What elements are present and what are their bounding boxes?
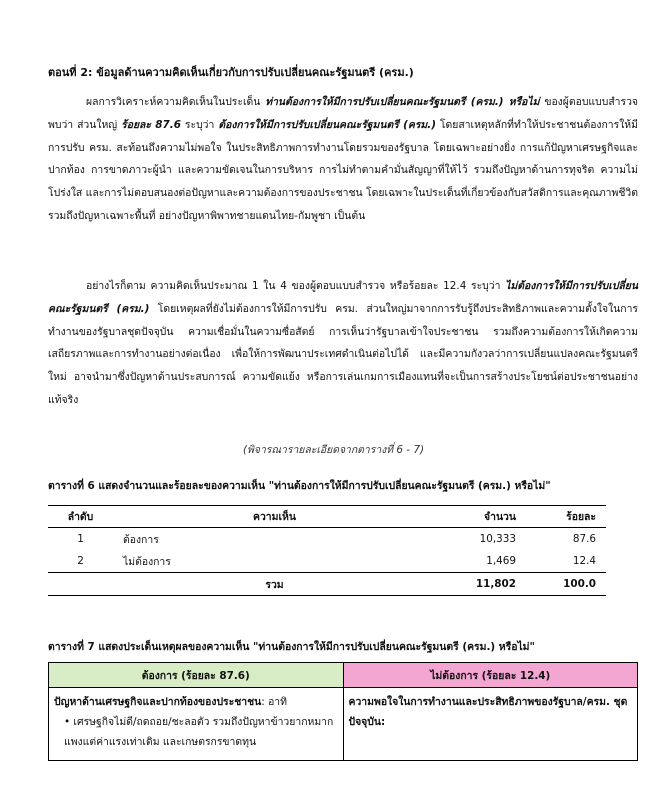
table6 <box>48 505 606 596</box>
reference-note: (พิจารณารายละเอียดจากตารางที่ 6 - 7) <box>242 444 425 456</box>
result-emphasis: ต้องการให้มีการปรับเปลี่ยนคณะรัฐมนตรี (ครม.) <box>218 118 436 131</box>
question-emphasis: ท่านต้องการให้มีการปรับเปลี่ยนคณะรัฐมนตรี (ครม.) หรือไม่ <box>265 96 540 108</box>
table-header-row <box>48 506 606 528</box>
col-not-want: ไม่ต้องการ (ร้อยละ 12.4) <box>343 663 638 688</box>
table-row: 2 ไม่ต้องการ 1,469 12.4 <box>77 555 596 568</box>
table-header-row <box>49 663 638 688</box>
col-want: ต้องการ (ร้อยละ 87.6) <box>49 663 344 688</box>
col-order: ลำดับ <box>48 506 113 528</box>
paragraph-want-change: ผลการวิเคราะห์ความคิดเห็นในประเด็น ท่านต้องการให้มีการปรับเปลี่ยนคณะรัฐมนตรี (ครม.) หรือไม่ ของผู้ตอบแบบสำรวจ พบว่า ส่วนใหญ่ ร้อยละ 87.6 ระบุว่า ต้องการให้มีการปรับเปลี่ยนคณะรัฐมนตรี (ครม.) โดยสาเหตุหลักที่ทำให้ประชาชนต้องการให้มีการปรับ ครม. สะท้อนถึงความไม่พอใจ ในประสิทธิภาพการทำงานโดยรวมของรัฐบาล โดยเฉพาะอย่างยิ่ง การแก้ปัญหาเศรษฐกิจและปากท้อง การขาดภาวะผู้นำ และความขัดเจนในการบริหาร การไม่ทำตามคำมั่นสัญญาที่ให้ไว้ รวมถึงปัญหาด้านการทุจริต ความไม่โปร่งใส และการไม่ตอบสนองต่อปัญหาและความต้องการของประชาชน โดยเฉพาะในประเด็นที่เกี่ยวข้องกับสวัสดิการและคุณภาพชีวิต รวมถึงปัญหาเฉพาะพื้นที่ อย่างปัญหาพิพาทชายแดนไทย-กัมพูชา เป็นต้น <box>48 96 638 222</box>
table-total-row: รวม 11,802 100.0 <box>48 573 606 596</box>
table6-caption: ตารางที่ 6 แสดงจำนวนและร้อยละของความเห็น "ท่านต้องการให้มีการปรับเปลี่ยนคณะรัฐมนตรี (ครม.) หรือไม่" <box>48 480 551 492</box>
paragraph-no-change: อย่างไรก็ตาม ความคิดเห็นประมาณ 1 ใน 4 ของผู้ตอบแบบสำรวจ หรือร้อยละ 12.4 ระบุว่า ไม่ต้องการให้มีการปรับเปลี่ยนคณะรัฐมนตรี (ครม.) โดยเหตุผลที่ยังไม่ต้องการให้มีการปรับ ครม. ส่วนใหญ่มาจากการรับรู้ถึงประสิทธิภาพและความตั้งใจในการทำงานของรัฐบาลชุดปัจจุบัน ความเชื่อมั่นในความซื่อสัตย์ การเห็นว่ารัฐบาลเข้าใจประชาชน รวมถึงความต้องการให้เกิดความเสถียรภาพและการทำงานอย่างต่อเนื่อง เพื่อให้การพัฒนาประเทศดำเนินต่อไปได้ และมีความกังวลว่าการเปลี่ยนแปลงคณะรัฐมนตรีใหม่ อาจนำมาซึ่งปัญหาด้านประสบการณ์ ความขัดแย้ง หรือการเล่นเกมการเมืองแทนที่จะเป็นการสร้างประโยชน์ต่อประชาชนอย่างแท้จริง <box>48 280 638 406</box>
col-opinion: ความเห็น <box>113 506 436 528</box>
col-percent: ร้อยละ <box>526 506 606 528</box>
result-emphasis: ไม่ต้องการให้มีการปรับเปลี่ยนคณะรัฐมนตรี (ครม.) <box>48 280 638 315</box>
table-row: 1 ต้องการ 10,333 87.6 <box>77 533 596 546</box>
table-row <box>49 688 638 761</box>
reasons-not-want-cell: ความพอใจในการทำงานและประสิทธิภาพของรัฐบาล/ครม. ชุดปัจจุบัน: <box>343 688 638 761</box>
table7 <box>48 662 638 761</box>
table7-caption: ตารางที่ 7 แสดงประเด็นเหตุผลของความเห็น "ท่านต้องการให้มีการปรับเปลี่ยนคณะรัฐมนตรี (ครม.) หรือไม่" <box>48 641 535 653</box>
list-item: • เศรษฐกิจไม่ดี/ถดถอย/ชะลอตัว รวมถึงปัญหาข้าวยากหมากแพงแต่ค่าแรงเท่าเดิม และเกษตรกรขาดทุน <box>64 716 334 748</box>
col-count: จำนวน <box>436 506 526 528</box>
reasons-want-cell: ปัญหาด้านเศรษฐกิจและปากท้องของประชาชน: อาทิ • เศรษฐกิจไม่ดี/ถดถอย/ชะลอตัว รวมถึงปัญหาข้าวยากหมากแพงแต่ค่าแรงเท่าเดิม และเกษตรกรขาดทุน <box>49 688 344 761</box>
section-heading: ตอนที่ 2: ข้อมูลด้านความคิดเห็นเกี่ยวกับการปรับเปลี่ยนคณะรัฐมนตรี (ครม.) <box>48 66 414 79</box>
percent-emphasis: ร้อยละ 87.6 <box>121 118 181 131</box>
